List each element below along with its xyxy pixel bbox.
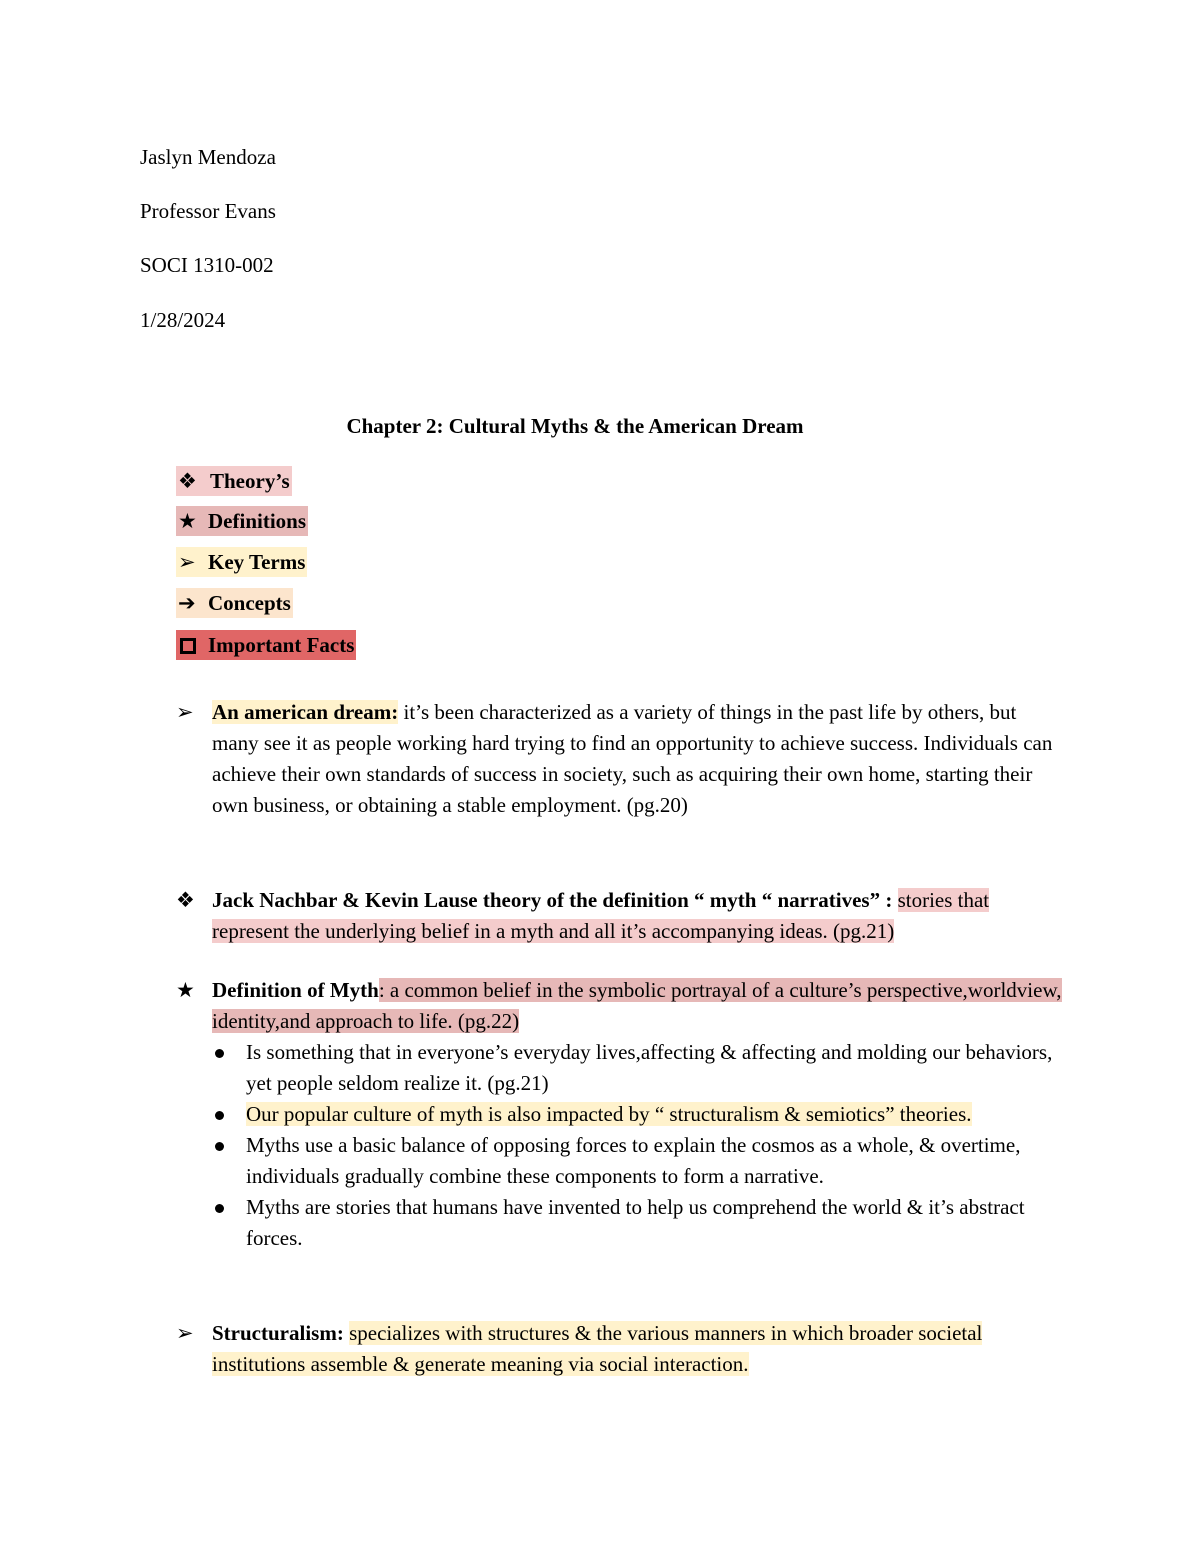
bullet-dot-icon (215, 1204, 224, 1213)
entry-text: it’s been characterized as a variety of things in the past life by others, but many see it as people working hard trying to find an opportunity to achieve success. Individuals can achieve their own standards of success in society, such as acquiring their own home, starting their own business, or obtaining a stable employment. (pg.20) (212, 700, 1053, 817)
legend-label: Theory’s (210, 469, 290, 493)
theory-term: Jack Nachbar & Kevin Lause theory of the definition “ myth “ narratives” : (212, 888, 893, 912)
key-term: An american dream: (212, 700, 399, 724)
list-item-text: Our popular culture of myth is also impacted by “ structuralism & semiotics” theories. (246, 1102, 972, 1126)
legend-label: Concepts (208, 591, 291, 615)
course-code: SOCI 1310-002 (140, 253, 274, 277)
document-date: 1/28/2024 (140, 308, 226, 332)
arrowhead-icon: ➢ (178, 550, 196, 574)
list-item (176, 1192, 1066, 1254)
list-item (176, 1099, 1066, 1130)
list-item-text: Myths are stories that humans have invented to help us comprehend the world & it’s abstract forces. (246, 1195, 1025, 1250)
bullet-dot-icon (215, 1142, 224, 1151)
definition-text: : a common belief in the symbolic portrayal of a culture’s perspective,worldview, identity,and approach to life. (pg.22) (212, 978, 1062, 1033)
list-item-text: Myths use a basic balance of opposing forces to explain the cosmos as a whole, & overtime, individuals gradually combine these components to form a narrative. (246, 1133, 1021, 1188)
key-term: Structuralism: (212, 1321, 344, 1345)
diamond-icon: ❖ (178, 469, 197, 493)
legend-label: Important Facts (208, 633, 355, 657)
legend-theory (176, 466, 292, 496)
diamond-icon: ❖ (176, 888, 195, 912)
entry-myth-definition (176, 975, 1066, 1254)
legend-label: Key Terms (208, 550, 306, 574)
legend-label: Definitions (208, 509, 307, 533)
theory-text: stories that represent the underlying belief in a myth and all it’s accompanying ideas. (pg.21) (212, 888, 990, 943)
entry-text: specializes with structures & the various manners in which broader societal institutions assemble & generate meaning via social interaction. (212, 1321, 983, 1376)
student-name: Jaslyn Mendoza (140, 145, 276, 169)
legend-important-facts (176, 630, 356, 660)
bullet-dot-icon (215, 1111, 224, 1120)
list-item (176, 1130, 1066, 1192)
entry-american-dream (176, 697, 1066, 821)
checkbox-icon (180, 638, 196, 654)
legend-key-terms (176, 547, 307, 577)
list-item (176, 1037, 1066, 1099)
definition-bullets (176, 1037, 1066, 1254)
entry-myth-theory (176, 885, 1066, 947)
legend-definitions (176, 506, 308, 536)
entry-structuralism (176, 1318, 1066, 1380)
arrowhead-icon: ➢ (176, 700, 194, 724)
legend-concepts (176, 588, 293, 618)
arrowhead-icon: ➢ (176, 1321, 194, 1345)
definition-term: Definition of Myth (212, 978, 379, 1002)
bullet-dot-icon (215, 1049, 224, 1058)
star-icon: ★ (178, 509, 197, 533)
professor-name: Professor Evans (140, 199, 276, 223)
list-item-text: Is something that in everyone’s everyday lives,affecting & affecting and molding our behaviors, yet people seldom realize it. (pg.21) (246, 1040, 1053, 1095)
page-title: Chapter 2: Cultural Myths & the American Dream (346, 414, 804, 438)
star-icon: ★ (176, 978, 195, 1002)
arrow-right-icon: ➔ (178, 591, 196, 615)
